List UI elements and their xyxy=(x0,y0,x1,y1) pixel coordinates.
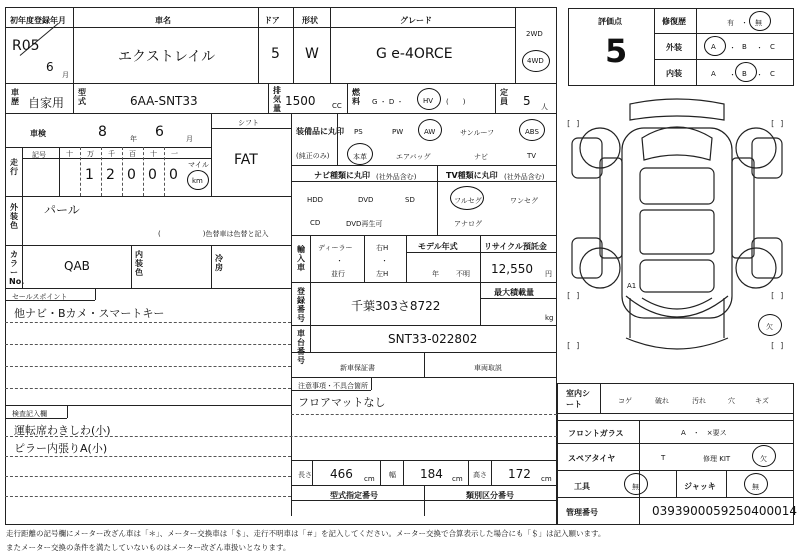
capacity: 5 xyxy=(523,94,531,108)
spare-kit: 修理 KIT xyxy=(703,455,731,463)
class-no-label: 類別区分番号 xyxy=(466,491,514,500)
seat-yabure: 破れ xyxy=(655,397,669,405)
height-cm: cm xyxy=(541,475,552,483)
manual: 車両取説 xyxy=(474,364,502,372)
mile-label: マイル xyxy=(188,161,209,169)
registration-label: 登録番号 xyxy=(297,287,305,323)
bumper-front xyxy=(630,99,724,120)
type-no-label: 型式指定番号 xyxy=(330,491,378,500)
navi-cd: CD xyxy=(310,219,321,227)
car-name: エクストレイル xyxy=(118,49,216,65)
navi-label: ナビ種類に丸印 xyxy=(314,171,370,180)
capacity-label: 定員 xyxy=(500,88,508,106)
tools-label: 工具 xyxy=(574,482,590,491)
svg-text:[ ]: [ ] xyxy=(566,291,581,300)
displacement-label: 排気量 xyxy=(273,86,281,113)
spare-t: T xyxy=(661,454,666,462)
interior-label: 内装 xyxy=(666,69,682,78)
seat-kizu: キズ xyxy=(755,397,769,405)
import-dot1: ・ xyxy=(336,257,343,265)
cc-unit: CC xyxy=(332,102,342,110)
model: 6AA-SNT33 xyxy=(130,94,198,108)
mileage-digit-label: 万 xyxy=(87,150,94,158)
max-load-kg: kg xyxy=(545,314,554,322)
footer-line2: またメーター交換の条件を満たしていないものはメーター改ざん車扱いとなります。 xyxy=(6,543,291,552)
glass-value: A ・ ×要ス xyxy=(681,429,727,437)
score-value: 5 xyxy=(605,32,628,70)
repair-label: 修復歴 xyxy=(662,17,686,26)
svg-text:[ ]: [ ] xyxy=(566,341,581,350)
diagram-missing: 欠 xyxy=(766,323,773,331)
interior-sep2: ・ xyxy=(756,71,763,79)
exterior-label: 外装 xyxy=(666,43,682,52)
navi-hdd: HDD xyxy=(307,196,324,204)
notes-value: フロアマットなし xyxy=(298,396,386,409)
equip-sunroof: サンルーフ xyxy=(460,129,495,137)
registration-value: 千葉303さ8722 xyxy=(351,299,441,313)
height-label: 高さ xyxy=(473,471,487,479)
left-mirror-outline xyxy=(572,138,602,178)
fuel-paren: ( ) xyxy=(446,98,466,106)
interior-b: B xyxy=(742,70,747,78)
drive-4wd: 4WD xyxy=(527,57,544,65)
seat-yogore: 汚れ xyxy=(692,397,706,405)
import-lh: 左H xyxy=(376,270,389,278)
car-diagram xyxy=(560,98,798,380)
inspection-month: 6 xyxy=(155,124,164,140)
mileage-label: 走行 xyxy=(10,158,18,176)
length-cm: cm xyxy=(364,475,375,483)
inspection-label: 車検 xyxy=(30,129,46,138)
right-mirror-outline xyxy=(752,138,782,178)
import-dealer: ディーラー xyxy=(318,244,353,252)
interior-c: C xyxy=(770,70,775,78)
repair-dot: ・ xyxy=(741,19,748,27)
tv-fullseg: フルセグ xyxy=(454,197,482,205)
navi-dvd-play: DVD再生可 xyxy=(346,220,383,228)
equip-leather: 本革 xyxy=(353,153,367,161)
equipment-label: 装備品に丸印 xyxy=(296,127,344,136)
length-label: 長さ xyxy=(298,471,312,479)
capacity-unit: 人 xyxy=(541,103,548,111)
mgmt-value: 0393900059250400014 xyxy=(652,504,798,518)
mileage-digit-label: 十 xyxy=(66,150,73,158)
navi-dvd: DVD xyxy=(358,196,374,204)
hood-outline xyxy=(642,127,712,160)
navi-sd: SD xyxy=(405,196,415,204)
exterior-c: C xyxy=(770,43,775,51)
spare-label: スペアタイヤ xyxy=(568,454,616,463)
glass-label: フロントガラス xyxy=(568,429,624,438)
color-code: QAB xyxy=(64,259,90,273)
tv-sub: (社外品含む) xyxy=(504,173,545,181)
import-rh: 右H xyxy=(376,244,389,252)
roof-outline xyxy=(640,210,714,254)
mileage-digit: 1 xyxy=(85,167,94,183)
windshield-outline xyxy=(640,168,714,204)
svg-text:[ ]: [ ] xyxy=(770,119,785,128)
model-label: 型式 xyxy=(78,88,86,106)
mileage-memo-label: 記号 xyxy=(32,151,46,159)
model-year-unknown: 不明 xyxy=(456,270,470,278)
repair-yes: 有 xyxy=(727,19,734,27)
chassis-value: SNT33-022802 xyxy=(388,332,478,346)
mileage-digit-label: 百 xyxy=(129,150,136,158)
wheel-rr xyxy=(736,248,776,288)
inspection-year-unit: 年 xyxy=(130,135,137,143)
equip-tv: TV xyxy=(527,152,537,160)
exterior-sep1: ・ xyxy=(729,44,736,52)
shape: W xyxy=(305,46,319,62)
wheel-fr xyxy=(736,128,776,168)
max-load-label: 最大積載量 xyxy=(494,288,534,297)
equip-aw: AW xyxy=(424,128,436,136)
height-value: 172 xyxy=(508,467,531,481)
shift-label: シフト xyxy=(238,119,259,127)
equip-navi: ナビ xyxy=(474,153,488,161)
score-label: 評価点 xyxy=(598,17,622,26)
bumper-rear-outer xyxy=(626,338,728,349)
ac-label: 冷房 xyxy=(215,254,223,272)
svg-text:[ ]: [ ] xyxy=(770,291,785,300)
tv-label: TV種類に丸印 xyxy=(446,171,498,180)
tv-analog: アナログ xyxy=(454,220,482,228)
warranty: 新車保証書 xyxy=(340,364,375,372)
recycle-value: 12,550 xyxy=(491,262,533,276)
tools-value: 無 xyxy=(632,483,639,491)
equipment-sub: (純正のみ) xyxy=(296,152,330,160)
inspection-year: 8 xyxy=(98,124,107,140)
mileage-digit: 0 xyxy=(169,167,178,183)
fuel-selected: HV xyxy=(423,97,434,105)
interior-sep1: ・ xyxy=(729,71,736,79)
exterior-a: A xyxy=(711,43,716,51)
interior-color-label: 内装色 xyxy=(135,250,143,277)
chassis-label: 車台番号 xyxy=(297,329,305,365)
width-label: 幅 xyxy=(389,471,396,479)
import-dot2: ・ xyxy=(381,257,388,265)
length-value: 466 xyxy=(330,467,353,481)
mgmt-label: 管理番号 xyxy=(566,508,598,517)
svg-text:[ ]: [ ] xyxy=(566,119,581,128)
car-name-label: 車名 xyxy=(155,16,171,25)
width-value: 184 xyxy=(420,467,443,481)
repair-no: 無 xyxy=(755,19,762,27)
right-side-outline xyxy=(732,158,754,258)
color-label: 外装色 xyxy=(10,203,18,230)
svg-text:[ ]: [ ] xyxy=(770,341,785,350)
usage: 自家用 xyxy=(28,96,65,110)
mileage-digit: 0 xyxy=(127,167,136,183)
seats-label: 室内シート xyxy=(566,389,590,409)
left-rear-outline xyxy=(572,238,602,278)
recycle-yen: 円 xyxy=(545,270,552,278)
inspector-line1: 運転席わきしわ(小) xyxy=(14,424,111,437)
equip-pw: PW xyxy=(392,128,404,136)
bumper-rear xyxy=(626,296,728,317)
grade-label: グレード xyxy=(400,16,432,25)
drive-2wd: 2WD xyxy=(526,30,543,38)
month-unit: 月 xyxy=(62,71,69,79)
exterior-b: B xyxy=(742,43,747,51)
door-label: ドア xyxy=(264,16,280,25)
exterior-sep2: ・ xyxy=(756,44,763,52)
rear-glass-outline xyxy=(640,260,714,292)
color-code-label: カラーNo. xyxy=(9,250,25,286)
tv-oneseg: ワンセグ xyxy=(510,197,538,205)
sales-point-label: セールスポイント xyxy=(12,293,68,301)
seat-koge: コゲ xyxy=(618,397,632,405)
mileage-digit: 0 xyxy=(148,167,157,183)
import-parallel: 並行 xyxy=(331,270,345,278)
left-side-outline xyxy=(600,158,622,258)
km-label: km xyxy=(192,177,203,185)
jack-value: 無 xyxy=(752,483,759,491)
interior-a: A xyxy=(711,70,716,78)
width-cm: cm xyxy=(452,475,463,483)
fuel-label: 燃料 xyxy=(352,88,360,106)
spare-none: 欠 xyxy=(760,455,767,463)
mileage-digit-label: 千 xyxy=(108,150,115,158)
doors: 5 xyxy=(271,46,280,62)
shape-label: 形状 xyxy=(302,16,318,25)
first-reg-era: R05 xyxy=(12,38,40,54)
shift-value: FAT xyxy=(234,152,258,168)
navi-sub: (社外品含む) xyxy=(376,173,417,181)
inspector-label: 検査記入欄 xyxy=(12,410,47,418)
notes-label: 注意事項・不具合箇所 xyxy=(298,382,368,390)
fuel-options: G ・ D ・ xyxy=(372,98,404,106)
color-value: パール xyxy=(44,203,80,217)
recycle-label: リサイクル預託金 xyxy=(484,242,547,251)
inspection-month-unit: 月 xyxy=(186,135,193,143)
equip-airbag: エアバッグ xyxy=(396,153,431,161)
model-year-label: モデル年式 xyxy=(418,242,458,251)
inspector-line2: ピラー内張りA(小) xyxy=(14,442,108,455)
usage-label: 車歴 xyxy=(11,88,19,106)
seat-ana: 穴 xyxy=(728,397,735,405)
footer-line1: 走行距離の記号欄にメーター改ざん車は「＊」、メーター交換車は「＄」、走行不明車は「＃」を記入してください。メーター交換で合算表示した場合にも「＄」は記入願います。 xyxy=(6,529,606,538)
mileage-digit: 2 xyxy=(106,167,115,183)
import-label: 輸入車 xyxy=(297,245,305,272)
first-reg-label: 初年度登録年月 xyxy=(10,16,66,25)
diagram-a1: A1 xyxy=(627,282,637,290)
grade: G e-4ORCE xyxy=(376,46,453,62)
car-body-outline xyxy=(622,128,732,318)
mileage-digit-label: 一 xyxy=(171,150,178,158)
first-reg-month: 6 xyxy=(46,60,54,74)
equip-abs: ABS xyxy=(525,128,539,136)
equip-ps: PS xyxy=(354,128,363,136)
mileage-digit-label: 十 xyxy=(150,150,157,158)
model-year-unit: 年 xyxy=(432,270,439,278)
sales-point: 他ナビ・Bカメ・スマートキー xyxy=(14,307,165,320)
displacement: 1500 xyxy=(285,94,316,108)
right-rear-outline xyxy=(752,238,782,278)
rear-outline xyxy=(642,298,712,309)
repaint-note: ( )色替車は色替と記入 xyxy=(158,230,269,238)
jack-label: ジャッキ xyxy=(684,482,716,491)
